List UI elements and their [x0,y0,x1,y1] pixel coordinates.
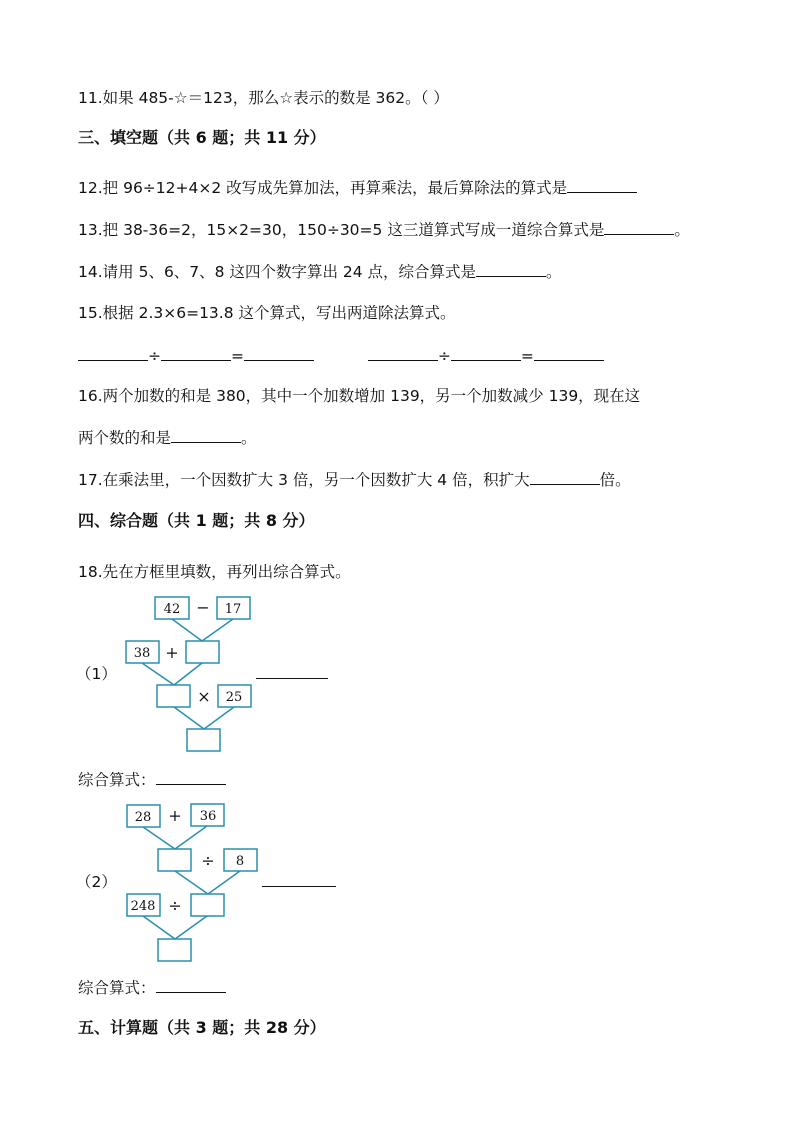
divide-sign: ÷ [201,851,215,870]
question-17-text: 17.在乘法里，一个因数扩大 3 倍，另一个因数扩大 4 倍，积扩大 [78,471,530,489]
question-18-text: 18.先在方框里填数，再列出综合算式。 [78,563,351,581]
box-result-2[interactable] [158,939,191,961]
section-4-title: 四、综合题（共 1 题；共 8 分） [78,511,315,530]
num-c: 8 [235,854,245,869]
section-4-heading [78,511,315,531]
divide-sign: ÷ [168,896,182,915]
num-d: 248 [130,899,156,914]
part-2-label-text: （2） [76,873,117,891]
question-12-text: 12.把 96÷12+4×2 改写成先算加法，再算乘法，最后算除法的算式是 [78,179,568,197]
section-5-heading [78,1018,326,1038]
equals-sign: = [231,347,244,365]
box-empty-2[interactable] [157,685,190,707]
box-empty-4[interactable] [191,894,224,916]
period: 。 [241,429,257,447]
part-2-label [76,872,117,892]
part-1-label-text: （1） [76,665,117,683]
num-b: 17 [224,602,242,617]
answer-blank[interactable] [567,192,637,193]
answer-blank[interactable] [244,360,314,361]
answer-blank[interactable] [171,442,241,443]
section-3-heading [78,128,326,148]
answer-blank[interactable] [530,484,600,485]
box-empty-3[interactable] [158,849,191,871]
answer-blank[interactable] [368,360,438,361]
answer-blank[interactable] [161,360,231,361]
question-11 [78,88,449,108]
box-result-1[interactable] [187,729,220,751]
minus-sign: − [196,598,210,617]
times-sign: × [197,687,211,706]
period: 。 [674,221,690,239]
part-2-answer [262,872,336,892]
part-1-label [76,664,117,684]
question-18 [78,562,351,582]
question-12 [78,178,637,198]
answer-blank[interactable] [156,992,226,993]
num-a: 42 [163,602,181,617]
question-16-line-2 [78,428,257,448]
section-3-title: 三、填空题（共 6 题；共 11 分） [78,128,326,147]
answer-blank[interactable] [451,360,521,361]
answer-blank[interactable] [156,784,226,785]
question-17-end: 倍。 [599,471,631,489]
plus-sign: + [165,643,179,662]
answer-blank[interactable] [476,276,546,277]
question-16-text: 16.两个加数的和是 380，其中一个加数增加 139，另一个加数减少 139，现在这 [78,387,641,405]
num-b: 36 [199,809,217,824]
formula-label: 综合算式： [78,771,156,789]
question-16-line-1 [78,386,640,406]
box-empty-1[interactable] [186,641,219,663]
divide-sign: ÷ [148,347,161,365]
question-11-text: 11.如果 485-☆＝123，那么☆表示的数是 362。（ ） [78,89,449,107]
formula-label: 综合算式： [78,979,156,997]
answer-blank[interactable] [256,678,328,679]
question-15 [78,303,456,323]
answer-blank[interactable] [604,234,674,235]
equals-sign: = [520,347,534,365]
answer-blank[interactable] [534,360,604,361]
question-13 [78,220,690,240]
part-1-answer [256,664,328,684]
answer-blank[interactable] [262,886,336,887]
question-13-text: 13.把 38-36=2，15×2=30，150÷30=5 这三道算式写成一道综合算式是 [78,221,605,239]
num-a: 28 [134,810,152,825]
period: 。 [546,263,562,281]
question-17 [78,470,631,490]
part-1-formula [78,770,226,790]
question-16-text-2: 两个数的和是 [78,429,172,447]
section-5-title: 五、计算题（共 3 题；共 28 分） [78,1018,326,1037]
divide-sign: ÷ [437,347,451,365]
num-c: 38 [133,646,151,661]
answer-blank[interactable] [78,360,148,361]
part-2-formula [78,978,226,998]
plus-sign: + [168,806,182,825]
question-15-text: 15.根据 2.3×6=13.8 这个算式，写出两道除法算式。 [78,304,456,322]
question-14 [78,262,562,282]
num-d: 25 [225,690,243,705]
question-14-text: 14.请用 5、6、7、8 这四个数字算出 24 点，综合算式是 [78,263,477,281]
question-15-answer-row [78,346,604,366]
